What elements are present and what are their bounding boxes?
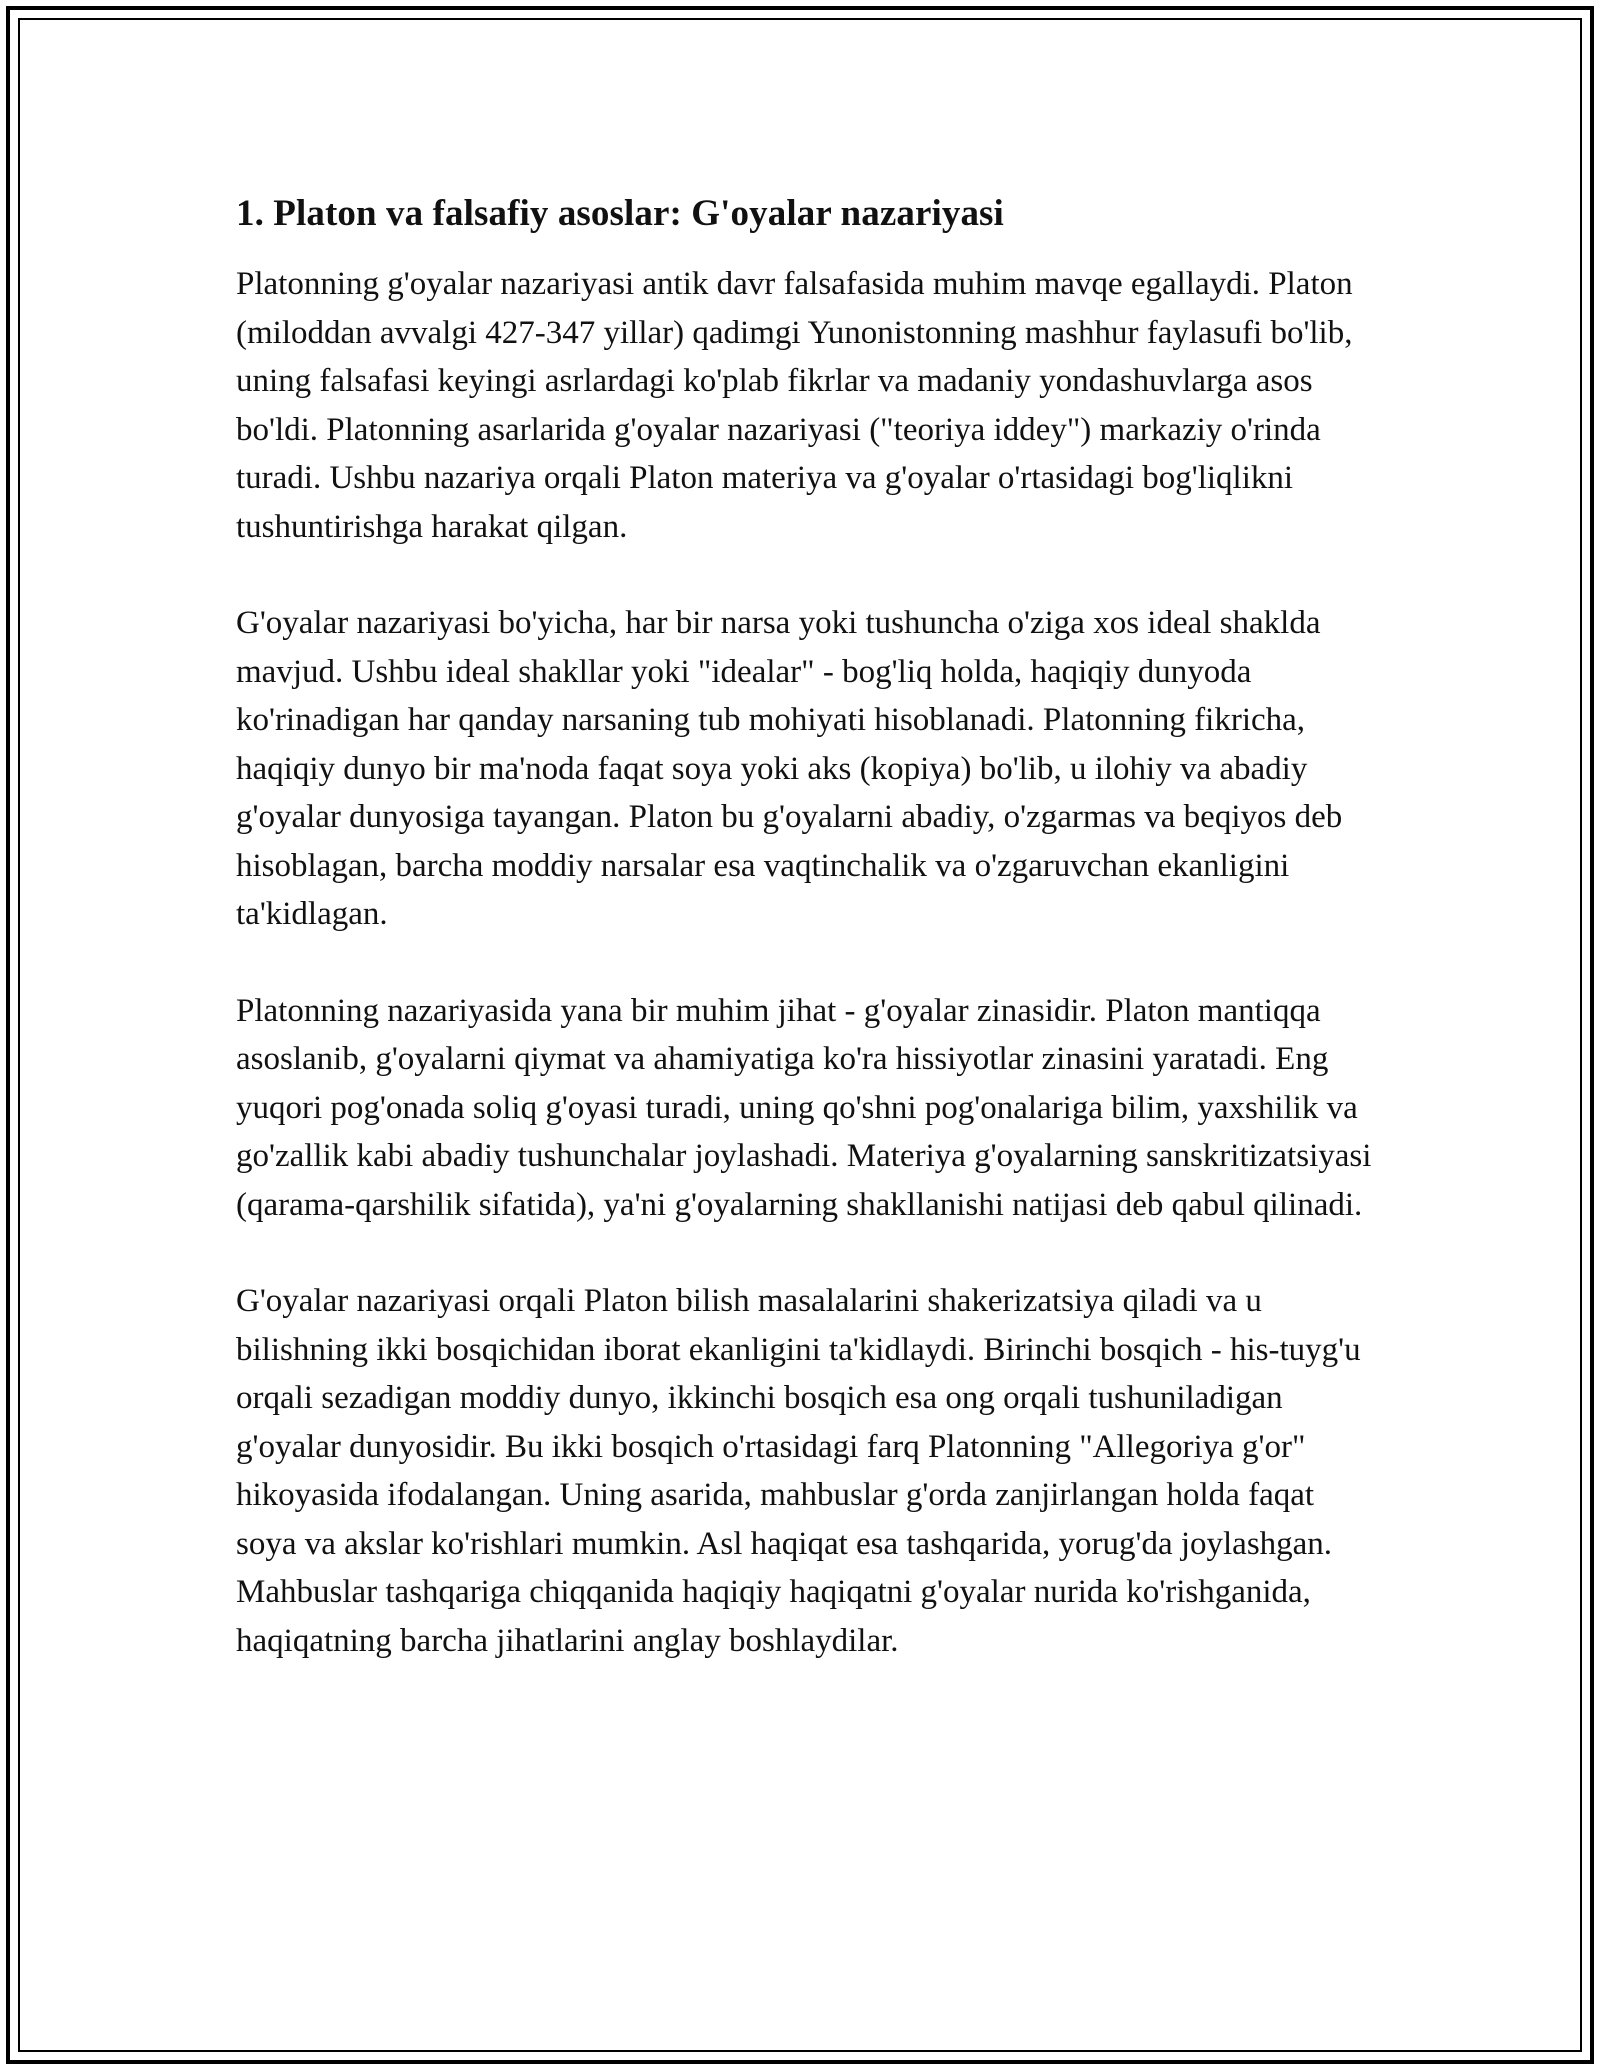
document-body bbox=[236, 188, 1376, 1713]
paragraph-4: G'oyalar nazariyasi orqali Platon bilish masalalarini shakerizatsiya qiladi va u bilishning ikki bosqichidan iborat ekanligini ta'kidlaydi. Birinchi bosqich - his-tuyg'u orqali sezadigan moddiy dunyo, ikkinchi bosqich esa ong orqali tushuniladigan g'oyalar dunyosidir. Bu ikki bosqich o'rtasidagi farq Platonning "Allegoriya g'or" hikoyasida ifodalangan. Uning asarida, mahbuslar g'orda zanjirlangan holda faqat soya va akslar ko'rishlari mumkin. Asl haqiqat esa tashqarida, yorug'da joylashgan. Mahbuslar tashqariga chiqqanida haqiqiy haqiqatni g'oyalar nurida ko'rishganida, haqiqatning barcha jihatlarini anglay boshlaydilar. bbox=[236, 1283, 1361, 1659]
paragraph-3: Platonning nazariyasida yana bir muhim jihat - g'oyalar zinasidir. Platon mantiqqa asoslanib, g'oyalarni qiymat va ahamiyatiga ko'ra hissiyotlar zinasini yaratadi. Eng yuqori pog'onada soliq g'oyasi turadi, uning qo'shni pog'onalariga bilim, yaxshilik va go'zallik kabi abadiy tushunchalar joylashadi. Materiya g'oyalarning sanskritizatsiyasi (qarama-qarshilik sifatida), ya'ni g'oyalarning shakllanishi natijasi deb qabul qilinadi. bbox=[236, 992, 1372, 1223]
section-heading: 1. Platon va falsafiy asoslar: G'oyalar nazariyasi bbox=[236, 193, 1004, 234]
paragraph-2: G'oyalar nazariyasi bo'yicha, har bir narsa yoki tushuncha o'ziga xos ideal shaklda mavjud. Ushbu ideal shakllar yoki "idealar" - bog'liq holda, haqiqiy dunyoda ko'rinadigan har qanday narsaning tub mohiyati hisoblanadi. Platonning fikricha, haqiqiy dunyo bir ma'noda faqat soya yoki aks (kopiya) bo'lib, u ilohiy va abadiy g'oyalar dunyosiga tayangan. Platon bu g'oyalarni abadiy, o'zgarmas va beqiyos deb hisoblagan, barcha moddiy narsalar esa vaqtinchalik va o'zgaruvchan ekanligini ta'kidlagan. bbox=[236, 605, 1343, 932]
paragraph-1: Platonning g'oyalar nazariyasi antik davr falsafasida muhim mavqe egallaydi. Platon (miloddan avvalgi 427-347 yillar) qadimgi Yunonistonning mashhur faylasufi bo'lib, uning falsafasi keyingi asrlardagi ko'plab fikrlar va madaniy yondashuvlarga asos bo'ldi. Platonning asarlarida g'oyalar nazariyasi ("teoriya iddey") markaziy o'rinda turadi. Ushbu nazariya orqali Platon materiya va g'oyalar o'rtasidagi bog'liqlikni tushuntirishga harakat qilgan. bbox=[236, 266, 1353, 545]
